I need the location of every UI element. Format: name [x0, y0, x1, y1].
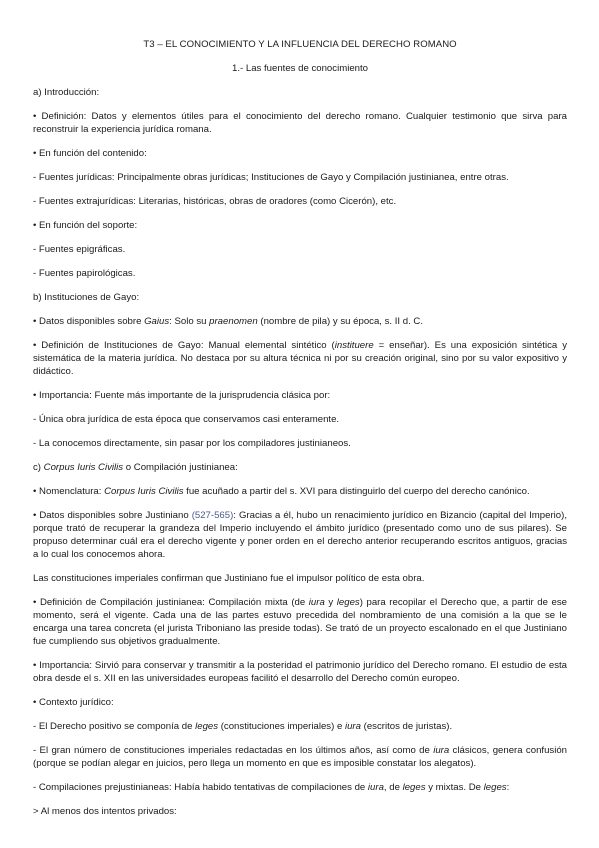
- paragraph-conocemos-directamente: - La conocemos directamente, sin pasar por los compiladores justinianeos.: [33, 438, 351, 449]
- paragraph-unica-obra: - Única obra jurídica de esta época que conservamos casi enteramente.: [33, 414, 340, 425]
- paragraph-fuentes-juridicas: - Fuentes jurídicas: Principalmente obras jurídicas; Instituciones de Gayo y Compilación justinianea, entre otras.: [33, 172, 509, 183]
- paragraph-fuentes-extrajuridicas: - Fuentes extrajurídicas: Literarias, históricas, obras de oradores (como Cicerón), etc.: [33, 196, 397, 207]
- paragraph-intentos-privados: > Al menos dos intentos privados:: [33, 806, 177, 817]
- paragraph-definicion-compilacion: • Definición de Compilación justinianea: Compilación mixta (de iura y leges) para recopilar el Derecho que, a partir de ese momento, será el vigente. Cada una de las partes estuvo precedida del nombramiento de una comisión a la que se le encarga una tarea concreta (el jurista Triboniano las preside todas). Se trató de un proyecto escalonado en el que Justiniano fue cumpliendo sus objetivos gradualmente.: [33, 597, 567, 647]
- document-title: T3 – EL CONOCIMIENTO Y LA INFLUENCIA DEL DERECHO ROMANO: [143, 39, 457, 50]
- paragraph-nomenclatura: • Nomenclatura: Corpus Iuris Civilis fue acuñado a partir del s. XVI para distinguirlo del cuerpo del derecho canónico.: [33, 486, 530, 497]
- paragraph-contexto-juridico: • Contexto jurídico:: [33, 697, 114, 708]
- paragraph-gran-numero: - El gran número de constituciones imperiales redactadas en los últimos años, así como de iura clásicos, genera confusión (porque se podían alegar en juicios, pero llega un momento en que es imposible constatar los alegatos).: [33, 745, 568, 769]
- paragraph-datos-gaius: • Datos disponibles sobre Gaius: Solo su praenomen (nombre de pila) y su época, s. II d. C.: [33, 316, 424, 327]
- paragraph-fuentes-epigraficas: - Fuentes epigráficas.: [33, 244, 126, 255]
- paragraph-constituciones-imperiales: Las constituciones imperiales confirman que Justiniano fue el impulsor político de esta obra.: [33, 573, 425, 584]
- subsection-heading-gayo: b) Instituciones de Gayo:: [33, 292, 140, 303]
- paragraph-definicion-instituciones: • Definición de Instituciones de Gayo: Manual elemental sintético (instituere = enseñar). Es una exposición sintética y sistemática de la materia jurídica. No destaca por su altura técnica ni por su creación original, sino por su valor expositivo y didáctico.: [33, 340, 567, 377]
- section-heading: 1.- Las fuentes de conocimiento: [232, 63, 368, 74]
- paragraph-derecho-positivo: - El Derecho positivo se componía de leges (constituciones imperiales) e iura (escritos de juristas).: [33, 721, 453, 732]
- paragraph-compilaciones-prejustinianeas: - Compilaciones prejustinianeas: Había habido tentativas de compilaciones de iura, de leges y mixtas. De leges:: [33, 782, 510, 793]
- paragraph-funcion-contenido: • En función del contenido:: [33, 148, 147, 159]
- paragraph-funcion-soporte: • En función del soporte:: [33, 220, 138, 231]
- paragraph-fuentes-papirologicas: - Fuentes papirológicas.: [33, 268, 136, 279]
- subsection-heading-introduccion: a) Introducción:: [33, 87, 100, 98]
- paragraph-importancia-compilacion: • Importancia: Sirvió para conservar y transmitir a la posteridad el patrimonio jurídico del Derecho romano. El estudio de esta obra desde el s. XII en las universidades europeas facilitó el desarrollo del Derecho común europeo.: [33, 660, 567, 684]
- paragraph-importancia-gayo: • Importancia: Fuente más importante de la jurisprudencia clásica por:: [33, 390, 331, 401]
- paragraph-datos-justiniano: • Datos disponibles sobre Justiniano (527-565): Gracias a él, hubo un renacimiento jurídico en Bizancio (capital del Imperio), porque trató de recuperar la grandeza del Imperio incluyendo el ámbito jurídico (presentado como uno de sus pilares). Se propuso determinar cuál era el derecho vigente y poner orden en el derecho anterior recuperando escritos antiguos, gracias a lo cual los conocemos ahora.: [33, 510, 567, 560]
- paragraph-definicion: • Definición: Datos y elementos útiles para el conocimiento del derecho romano. Cualquier testimonio que sirva para reconstruir la experiencia jurídica romana.: [33, 111, 567, 135]
- subsection-heading-corpus: c) Corpus Iuris Civilis o Compilación justinianea:: [33, 462, 238, 473]
